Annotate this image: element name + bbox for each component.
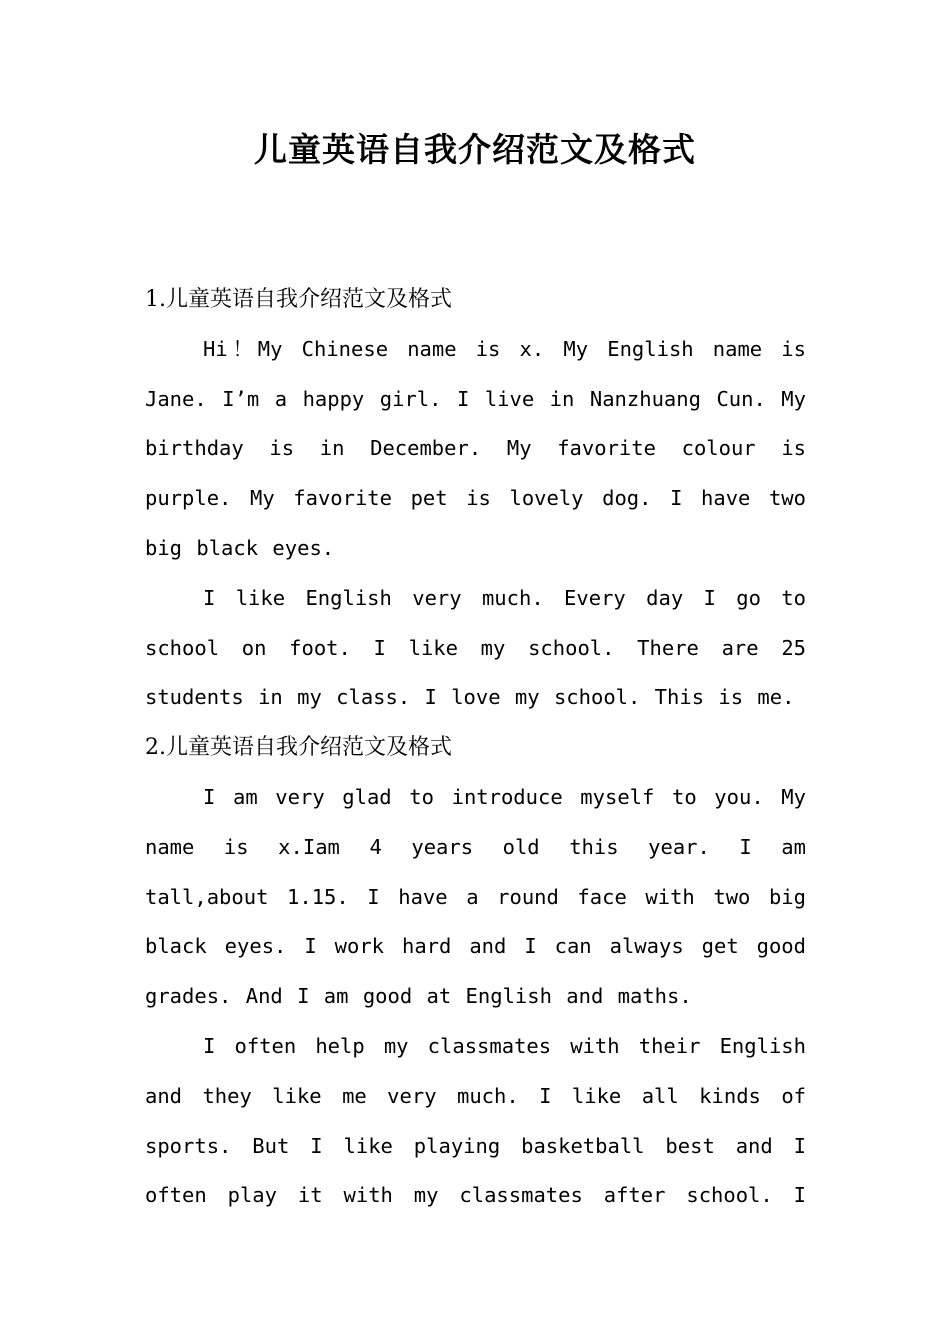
section-2-paragraph-2: I often help my classmates with their English and they like me very much. I like all kinds of sports. But I like playing basketball best and I often play it with my classmates after school. I	[145, 1033, 806, 1208]
section-heading-1: 1.儿童英语自我介绍范文及格式	[145, 287, 452, 312]
document-body	[145, 275, 806, 1225]
section-1-paragraph-2: I like English very much. Every day I go to school on foot. I like my school. There are 25 students in my class. I love my school. This is me.	[145, 585, 806, 710]
section-2-paragraph-1: I am very glad to introduce myself to you. My name is x.Iam 4 years old this year. I am tall,about 1.15. I have a round face with two big black eyes. I work hard and I can always get good grades. And I am good at English and maths.	[145, 784, 806, 1009]
section-1-paragraph-1: Hi！My Chinese name is x. My English name is Jane. I’m a happy girl. I live in Nanzhuang Cun. My birthday is in December. My favorite colour is purple. My favorite pet is lovely dog. I have two big black eyes.	[145, 336, 806, 560]
document-title: 儿童英语自我介绍范文及格式	[254, 130, 696, 169]
section-heading-2: 2.儿童英语自我介绍范文及格式	[145, 735, 452, 761]
